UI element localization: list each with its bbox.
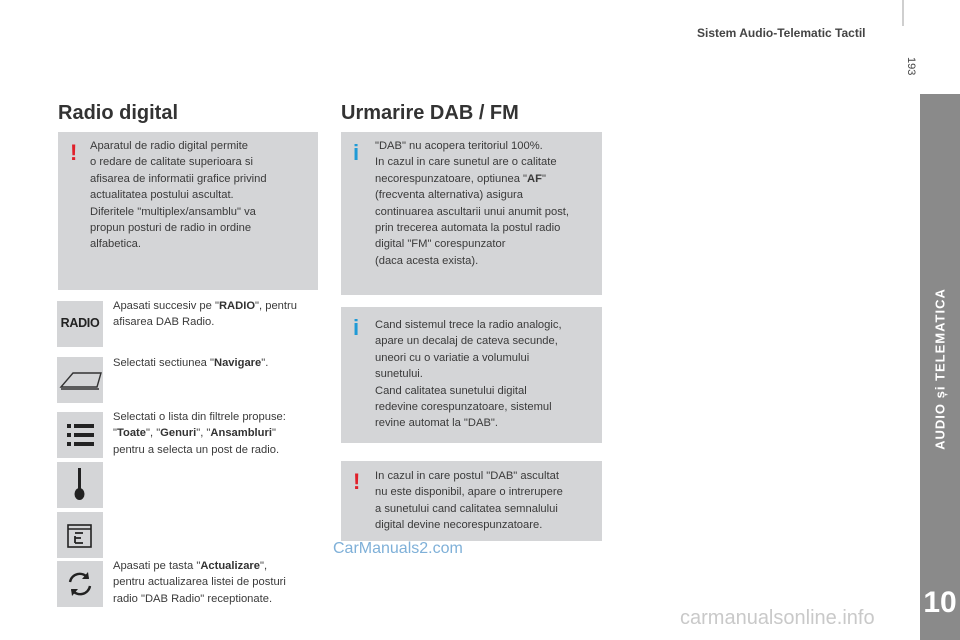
info-line: sunetului.: [375, 368, 423, 381]
header-divider: [902, 0, 904, 26]
warning-line: In cazul in care postul "DAB" ascultat: [375, 470, 559, 482]
ensemble-filter-icon: [57, 512, 103, 558]
warning-line: a sunetului cand calitatea semnalului: [375, 502, 558, 515]
info-text-part: ": [541, 172, 546, 185]
info-text: [375, 317, 599, 432]
refresh-icon: [57, 561, 103, 607]
update-button-icon: [57, 561, 103, 607]
step-keyword: Actualizare: [200, 560, 261, 572]
list-icon: [57, 412, 103, 458]
step-text: Apasati pe tasta ": [113, 560, 201, 572]
tab-shape-icon: [57, 357, 103, 403]
info-line: apare un decalaj de cateva secunde,: [375, 335, 558, 348]
radio-button-icon: [57, 301, 103, 347]
info-line: Cand sistemul trece la radio analogic,: [375, 319, 562, 331]
section-label: AUDIO și TELEMATICA: [932, 288, 948, 450]
info-line: continuarea ascultarii unui anumit post,: [375, 205, 570, 218]
info-keyword: AF: [527, 172, 542, 185]
page-number: 193: [905, 57, 917, 76]
step-keyword: RADIO: [218, 300, 256, 312]
genre-filter-icon: [57, 462, 103, 508]
info-box-dab-coverage: [341, 132, 602, 295]
warning-icon: !: [70, 140, 78, 165]
step-nav-text: [113, 355, 323, 371]
warning-line: Diferitele "multiplex/ansamblu" va: [90, 205, 256, 218]
warning-line: Aparatul de radio digital permite: [90, 140, 248, 152]
ensemble-icon: [57, 512, 103, 558]
guitar-icon: [57, 462, 103, 508]
chapter-sidebar: [920, 94, 960, 640]
list-filter-icon: [57, 412, 103, 458]
watermark-footer: carmanualsonline.info: [680, 607, 875, 629]
info-line: prin trecerea automata la postul radio: [375, 222, 561, 235]
step-text: pentru a selecta un post de radio.: [113, 443, 280, 456]
step-keyword: Genuri: [160, 427, 197, 440]
warning-line: alfabetica.: [90, 238, 141, 251]
warning-line: nu este disponibil, apare o intrerupere: [375, 486, 563, 499]
info-line: uneori cu o variatie a volumului: [375, 351, 530, 364]
info-line: (frecventa alternativa) asigura: [375, 189, 523, 202]
warning-line: afisarea de informatii grafice privind: [90, 172, 267, 185]
step-text: ", pentru: [255, 300, 297, 312]
quote: ": [113, 427, 117, 440]
radio-icon-label: RADIO: [60, 316, 100, 330]
info-line: Cand calitatea sunetului digital: [375, 384, 527, 397]
step-radio-text: [113, 298, 323, 331]
step-text: ".: [261, 357, 269, 369]
step-text: Selectati o lista din filtrele propuse:: [113, 411, 286, 423]
warning-line: propun posturi de radio in ordine: [90, 222, 252, 235]
section-title-dab-fm: Urmarire DAB / FM: [341, 102, 519, 124]
info-line: revine automat la "DAB".: [375, 417, 498, 430]
info-icon: i: [353, 140, 360, 165]
info-line: In cazul in care sunetul are o calitate: [375, 156, 557, 169]
info-line: "DAB" nu acopera teritoriul 100%.: [375, 140, 543, 152]
separator: ", ": [146, 427, 161, 440]
warning-box-radio-digital: [58, 132, 318, 290]
info-line: digital "FM" corespunzator: [375, 238, 506, 251]
step-text: ",: [260, 560, 268, 572]
info-line: [375, 171, 599, 187]
warning-box-dab-unavailable: [341, 461, 602, 541]
info-text: [375, 138, 599, 269]
warning-line: actualitatea postului ascultat.: [90, 189, 234, 202]
warning-text: [90, 138, 312, 253]
step-update-text: [113, 558, 323, 607]
quote: ": [271, 427, 276, 440]
info-line: redevine corespunzatoare, sistemul: [375, 401, 552, 414]
warning-line: o redare de calitate superioara si: [90, 156, 253, 169]
step-keyword: Navigare: [214, 357, 262, 369]
separator: ", ": [196, 427, 211, 440]
info-icon: i: [353, 315, 360, 340]
step-keyword: Toate: [116, 427, 146, 440]
navigation-tab-icon: [57, 357, 103, 403]
warning-line: digital devine necorespunzatoare.: [375, 519, 543, 532]
step-text: Selectati sectiunea ": [113, 357, 214, 369]
step-text: Apasati succesiv pe ": [113, 300, 219, 312]
section-title-radio-digital: Radio digital: [58, 102, 178, 124]
warning-text: [375, 468, 599, 534]
warning-icon: !: [353, 469, 361, 494]
watermark-carmanuals: CarManuals2.com: [333, 540, 463, 557]
info-text-part: necorespunzatoare, optiunea ": [375, 172, 528, 185]
step-list-text: [113, 409, 323, 458]
info-line: (daca acesta exista).: [375, 254, 479, 267]
step-text: radio "DAB Radio" receptionate.: [113, 592, 273, 605]
step-keyword: Ansambluri: [210, 427, 272, 440]
step-text: afisarea DAB Radio.: [113, 316, 215, 329]
chapter-number: 10: [923, 586, 957, 619]
step-text: pentru actualizarea listei de posturi: [113, 576, 286, 589]
info-box-analog-switch: [341, 307, 602, 443]
running-header: Sistem Audio-Telematic Tactil: [697, 26, 866, 40]
